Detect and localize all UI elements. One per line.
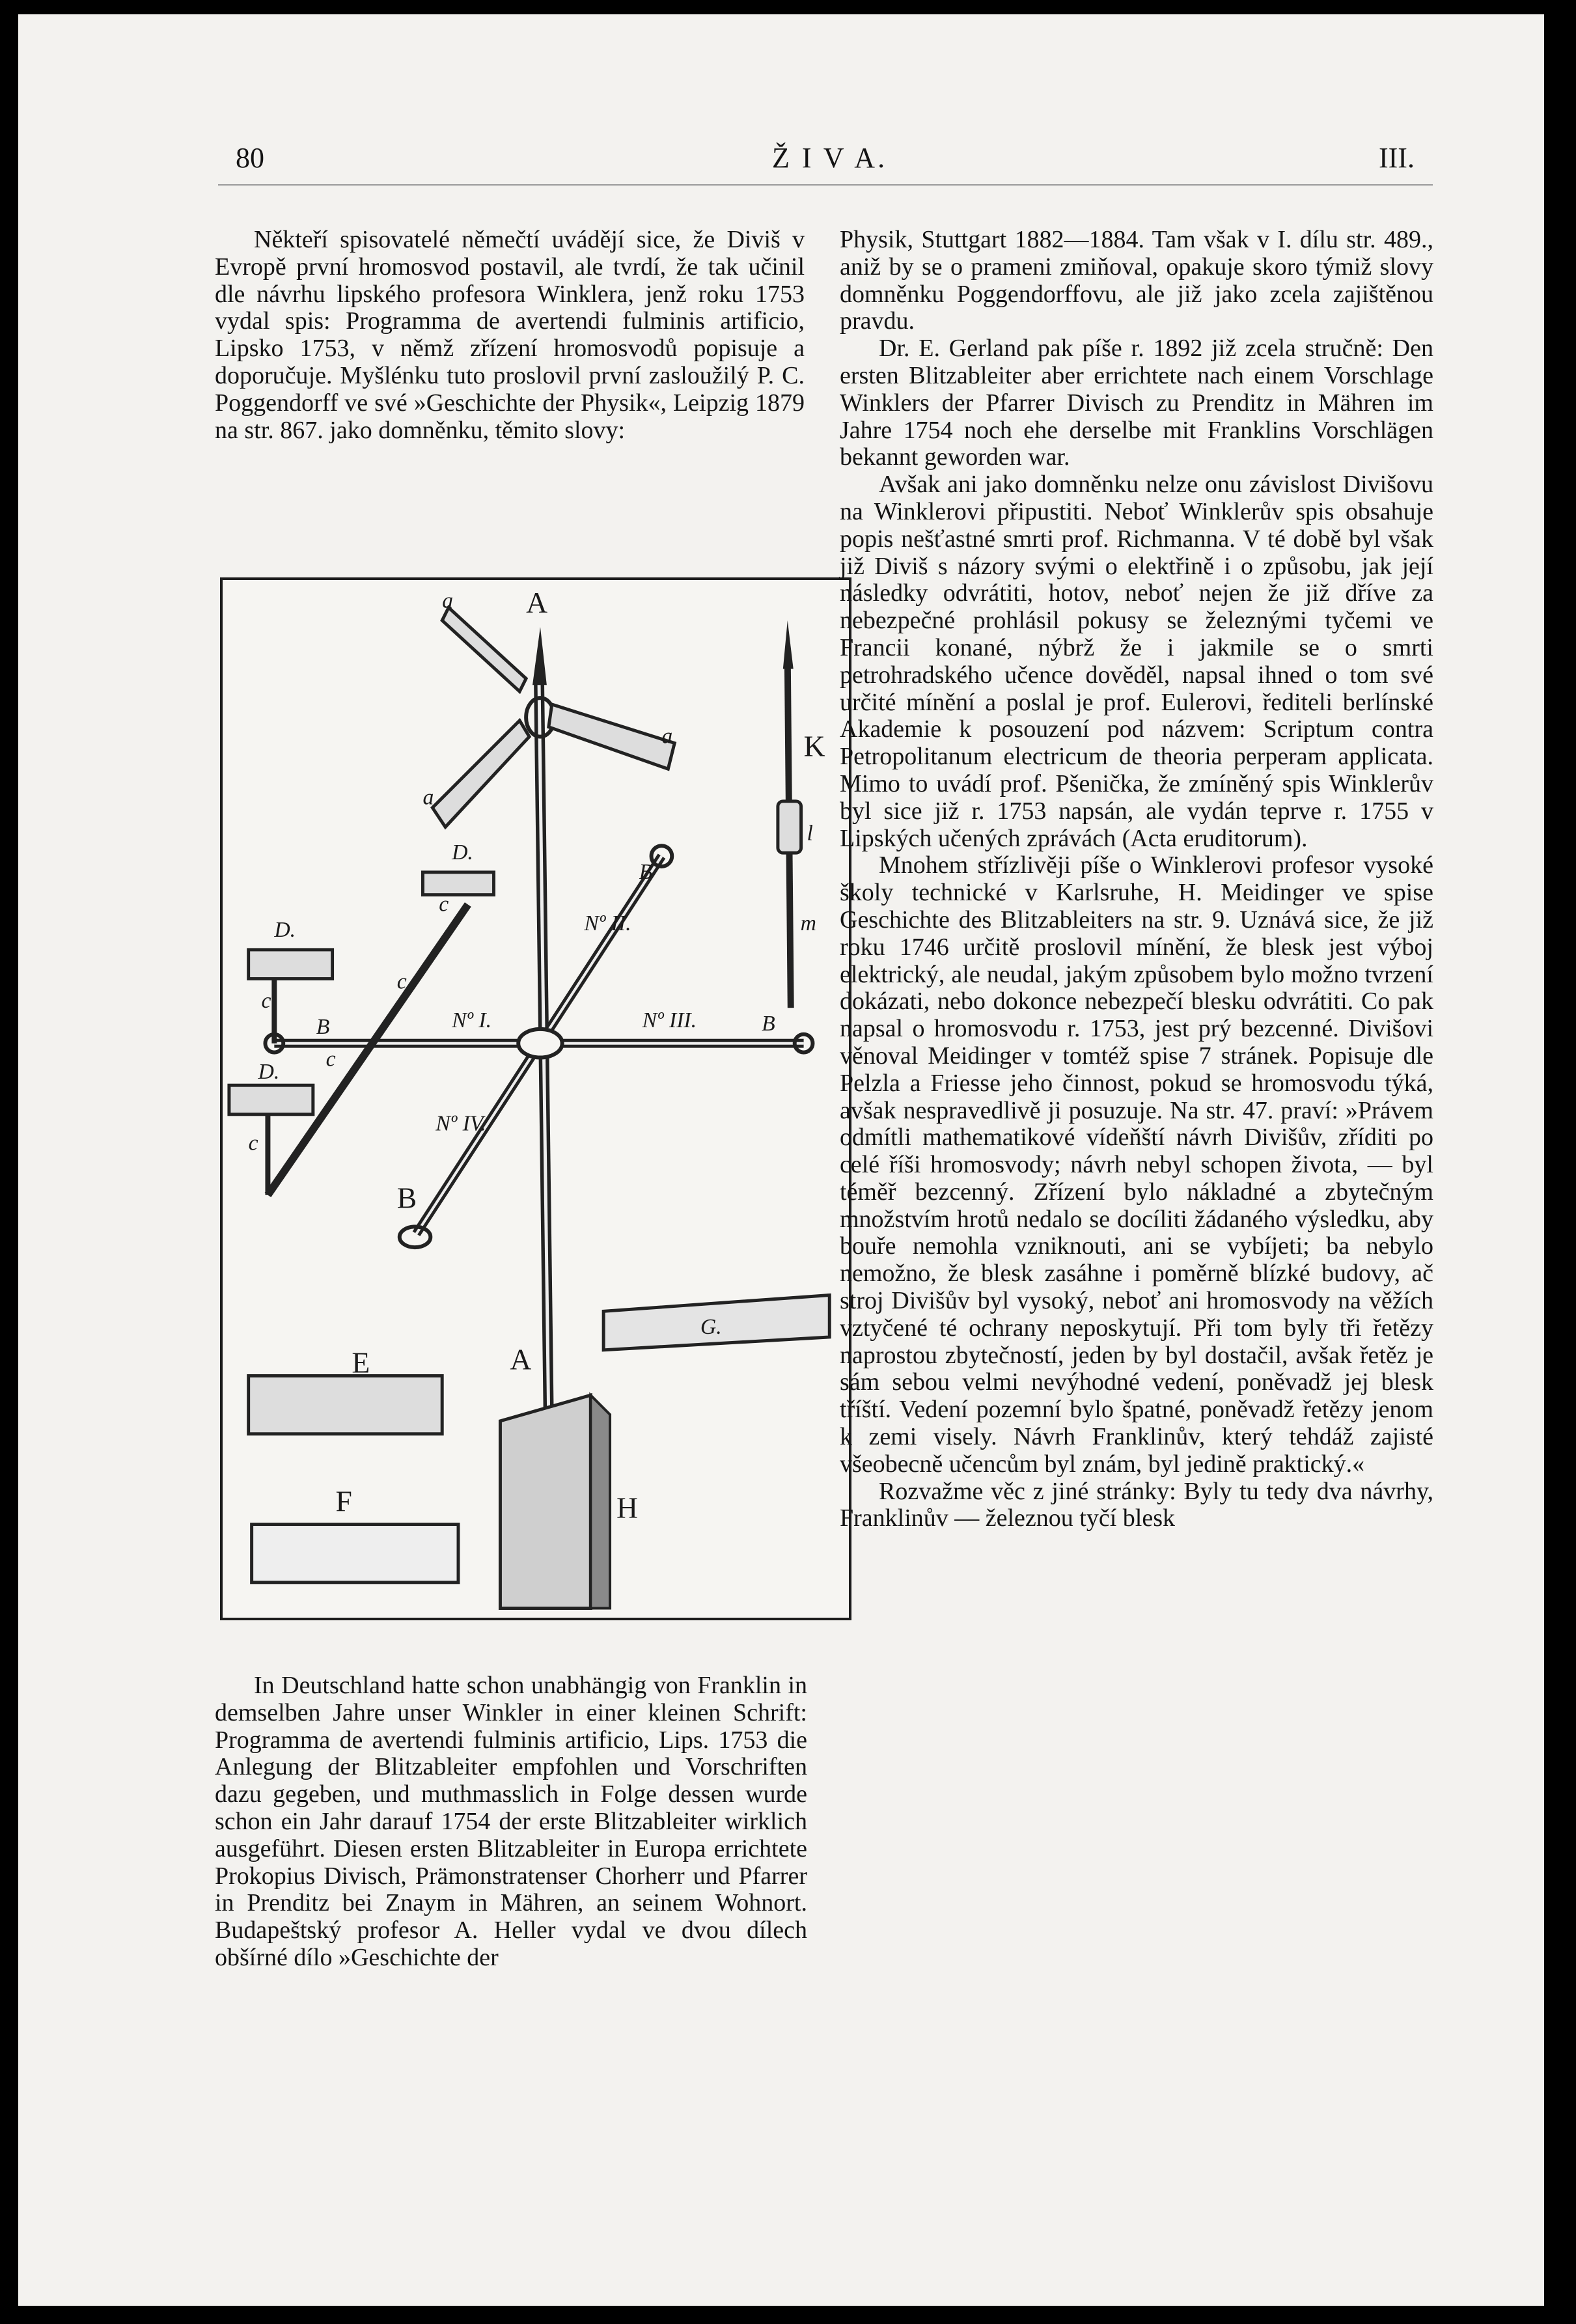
paragraph: Avšak ani jako domněnku nelze onu závislost Divišovu na Winklerovi připustiti. Neboť Winklerův spis obsahuje popis nešťastné smrti prof. Richmanna. V té době byl však již Diviš s názory svými o elektřině i o způsobu, jak její následky odvrátiti, hotov, neboť nejen že již dříve za nebezpečné prohlásil pokusy se železnými tyčemi ve Francii konané, nýbrž že i jakmile se o smrti petrohradského učence dověděl, napsal ihned o tom své určité mínění a poslal je prof. Eulerovi, řediteli berlínské Akademie k posouzení pod názvem: Scriptum contra Petropolitanum electricum de theoria perperam applicata. Mimo to uvádí prof. Pšenička, že zmíněný spis Winklerův byl sice již r. 1753 napsán, ale vydán teprve r. 1755 v Lipských učených zprávách (Acta eruditorum). [840, 471, 1433, 852]
spiked-box-D3 [229, 1085, 313, 1114]
label-F: F [335, 1484, 352, 1518]
label-A-bottom: A [510, 1342, 532, 1376]
label-a-top: a [442, 588, 454, 613]
journal-title: Ž I V A. [772, 142, 888, 174]
top-spike [532, 627, 547, 685]
post-H [500, 1395, 590, 1608]
plate-F [252, 1525, 458, 1583]
vane-right [549, 704, 674, 769]
paragraph: In Deutschland hatte schon unabhängig von Franklin in demselben Jahre unser Winkler in einer kleinen Schrift: Programma de avertendi fulminis artificio, Lips. 1753 die Anlegung der Blitzableiter empfohlen und Vorschriften dazu gegeben, und muthmasslich in Folge dessen wurde schon ein Jahr darauf 1754 der erste Blitzableiter wirklich ausgeführt. Diesen ersten Blitzableiter in Europa errichtete Prokopius Divisch, Prämonstratenser Chorherr und Pfarrer in Prenditz bei Znaym in Mähren, an seinem Wohnort. Budapeštský profesor A. Heller vydal ve dvou dílech obšírné dílo »Geschichte der [215, 1672, 807, 1971]
left-column-top [215, 227, 805, 444]
figure-drawing [223, 580, 849, 1618]
label-N3: Nº III. [642, 1008, 697, 1032]
paragraph: Někteří spisovatelé němečtí uvádějí sice, že Diviš v Evropě první hromosvod postavil, ale tvrdí, že tak učinil dle návrhu lipského profesora Winklera, jenž roku 1753 vydal spis: Programma de avertendi fulminis artificio, Lipsko 1753, v němž zřízení hromosvodů popisuje a doporučuje. Myšlénku tuto proslovil první zasloužilý P. C. Poggendorff ve své »Geschichte der Physik«, Leipzig 1879 na str. 867. jako domněnku, těmito slovy: [215, 226, 805, 444]
page-number: 80 [236, 142, 264, 174]
label-c1: c [439, 892, 449, 917]
label-a-left: a [422, 785, 434, 810]
lightning-rod-figure [220, 577, 851, 1620]
spiked-box-D2 [249, 950, 333, 979]
paragraph: Rozvažme věc z jiné stránky: Byly tu tedy dva návrhy, Franklinův — železnou tyčí blesk [840, 1477, 1433, 1532]
label-c2: c [396, 969, 407, 994]
post-H-side [590, 1395, 610, 1608]
paragraph-continuation: Physik, Stuttgart 1882—1884. Tam však v I. dílu str. 489., aniž by se o prameni zmiňoval, opakuje skoro týmiž slovy domněnku Poggendorffovu, ale již jako zcela zajištěnou pravdu. [840, 226, 1433, 335]
arm-hub [518, 1029, 562, 1058]
header-rule [218, 184, 1433, 186]
paragraph: Dr. E. Gerland pak píše r. 1892 již zcela stručně: Den ersten Blitzableiter aber errichtete nach einem Vorschlage Winklers der Pfarrer Divisch zu Prenditz in Mähren im Jahre 1754 noch ehe derselbe mit Franklins Vorschlägen bekannt geworden war. [840, 335, 1433, 471]
vane-top [442, 607, 526, 691]
label-D2: D. [274, 918, 296, 943]
left-column-bottom [215, 1672, 807, 1972]
label-l: l [807, 821, 813, 846]
label-K: K [803, 729, 825, 763]
box-E [249, 1376, 443, 1433]
label-a-right: a [661, 724, 673, 749]
rod-K-sleeve [778, 801, 801, 853]
label-G: G. [700, 1314, 722, 1339]
label-N4: Nº IV. [435, 1111, 486, 1136]
paragraph: Mnohem střízlivěji píše o Winklerovi profesor vysoké školy technické v Karlsruhe, H. Meidinger ve spise Geschichte des Blitzableiters na str. 9. Uznává sice, že již roku 1746 určitě proslovil mínění, že blesk jest výboj elektrický, ale neudal, jakým způsobem bylo možno tvrzení dokázati, nebo dokonce nebezpečí blesku odvrátiti. Co pak napsal o hromosvodu r. 1753, jest prý bezcenné. Divišovi věnoval Meidinger v tomtéž spise 7 stránek. Popisuje dle Pelzla a Friesse jeho činnost, pokud se hromosvodu týká, avšak nespravedlivě ji posuzuje. Na str. 47. praví: »Právem odmítli mathematikové vídeňští návrh Divišův, zříditi po celé říši hromosvody; návrh nebyl schopen života, — byl téměř bezcenný. Zřízení bylo nákladné a zbytečným množstvím hrotů nedalo se docíliti žádaného výsledku, aby bouře nemohla vzniknouti, ani se vybíjeti; ba nebylo nemožno, že blesk zasáhne i poměrně blízké budovy, ač stroj Divišův byl vysoký, neboť ani hromosvody na věžích vztyčené té ochrany neposkytují. Při tom byly tři řetězy naprostou zbytečností, jeden by byl dostačil, avšak řetěz je sám sebou velmi nevýhodné vedení, poněvadž jej blesk tříští. Vedení pozemní bylo špatné, poněvadž řetězy jenom k zemi visely. Návrh Franklinův, který tehdáž zajisté všeobecně učencům byl znám, byl jedině praktický.« [840, 851, 1433, 1478]
label-B-upper: B [639, 859, 653, 884]
label-c4: c [325, 1047, 336, 1072]
vane-left [432, 721, 529, 827]
label-m: m [800, 911, 816, 936]
label-D3: D. [258, 1060, 280, 1085]
label-H: H [616, 1491, 638, 1525]
right-column [840, 227, 1433, 1532]
label-A-top: A [526, 586, 548, 620]
label-D1: D. [452, 840, 473, 865]
label-N1: Nº I. [452, 1008, 492, 1032]
label-B-bottom: B [396, 1181, 417, 1215]
label-B-right: B [762, 1011, 775, 1036]
rod-K-tip [783, 620, 794, 669]
label-E: E [352, 1346, 370, 1379]
label-c3: c [261, 989, 271, 1014]
label-c5: c [248, 1131, 258, 1155]
label-N2: Nº II. [584, 911, 631, 936]
label-B-left: B [316, 1014, 330, 1039]
spiked-box-D1 [422, 872, 493, 895]
volume-number: III. [1379, 142, 1415, 174]
